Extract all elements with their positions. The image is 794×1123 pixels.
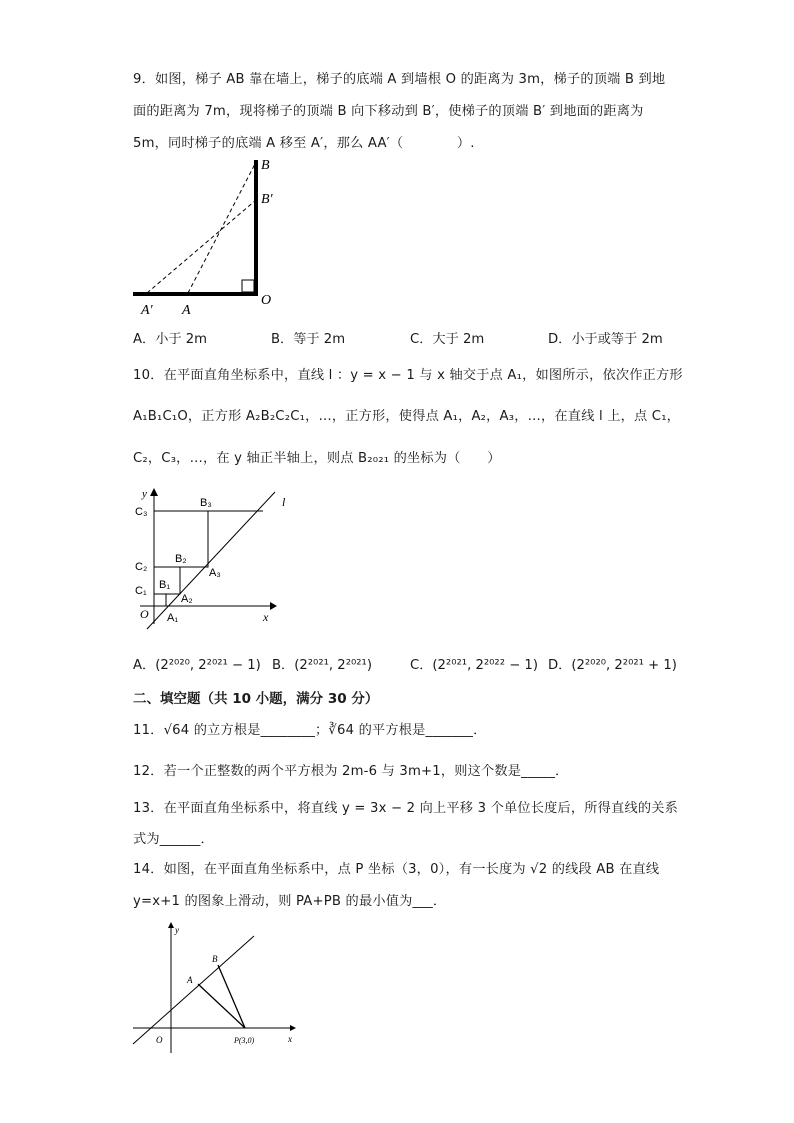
q9-option-b: B．等于 2m [271, 332, 346, 347]
q14-line-1: 14．如图，在平面直角坐标系中，点 P 坐标（3，0），有一长度为 √2 的线段 AB 在直线 [133, 862, 660, 877]
ladder-a-prime-b-prime [147, 200, 256, 293]
q12-text: 12．若一个正整数的两个平方根为 2m-6 与 3m+1，则这个数是_____． [133, 764, 569, 779]
right-angle-mark [242, 280, 254, 292]
q13-line-1: 13．在平面直角坐标系中，将直线 y = 3x − 2 向上平移 3 个单位长度后，所得直线的关系 [133, 801, 678, 816]
segment-pb [218, 965, 245, 1028]
label-c2: C₂ [135, 561, 148, 573]
q14-figure [128, 918, 303, 1053]
label-p: P(3,0) [234, 1036, 255, 1045]
q9-ladder-figure [125, 152, 295, 322]
label-a3: A₃ [209, 567, 221, 579]
label-c3: C₃ [135, 506, 148, 518]
label-a: A [182, 303, 191, 318]
y-axis-arrow [168, 922, 174, 928]
label-a: A [187, 975, 193, 985]
label-b2: B₂ [175, 553, 187, 565]
q9-option-c: C．大于 2m [410, 332, 485, 347]
label-o: O [140, 607, 149, 621]
q10-line-3: C₂，C₃，…，在 y 轴正半轴上，则点 B₂₀₂₁ 的坐标为（ ） [133, 451, 501, 466]
label-x: x [263, 610, 269, 624]
label-b1: B₁ [159, 579, 171, 591]
section-2-heading: 二、填空题（共 10 小题，满分 30 分） [133, 691, 379, 707]
label-x: x [288, 1034, 292, 1044]
ladder-ab [188, 162, 256, 293]
q14-line-2: y=x+1 的图象上滑动，则 PA+PB 的最小值为___． [133, 894, 447, 909]
label-b: B [212, 954, 218, 964]
label-l: l [282, 495, 286, 509]
q10-option-a: A．(2²⁰²⁰, 2²⁰²¹ − 1) [133, 658, 261, 673]
q11-text: 11．√64 的立方根是________；∛64 的平方根是_______． [133, 723, 487, 738]
q9-line-2: 面的距离为 7m，现将梯子的顶端 B 向下移动到 B′，使梯子的顶端 B′ 到地面的距离为 [133, 104, 644, 119]
q10-squares-figure [130, 484, 300, 634]
line-l [147, 492, 275, 629]
q9-line-1: 9．如图，梯子 AB 靠在墙上，梯子的底端 A 到墙根 O 的距离为 3m，梯子的顶端 B 到地 [133, 72, 666, 87]
label-b-prime: B′ [261, 192, 273, 207]
x-axis-arrow [270, 602, 277, 610]
x-axis-arrow [290, 1025, 296, 1031]
q9-option-a: A．小于 2m [133, 332, 208, 347]
label-b3: B₃ [200, 497, 212, 509]
label-a1: A₁ [167, 612, 179, 624]
y-axis-arrow [150, 488, 158, 496]
label-a2: A₂ [181, 593, 193, 605]
square-1 [154, 594, 166, 606]
segment-pa [198, 984, 245, 1028]
label-y: y [142, 488, 147, 500]
label-o: O [156, 1035, 163, 1045]
q10-line-2: A₁B₁C₁O，正方形 A₂B₂C₂C₁，…，正方形，使得点 A₁，A₂，A₃，…，在直线 l 上，点 C₁， [133, 409, 681, 424]
q13-line-2: 式为______． [133, 832, 214, 847]
label-c1: C₁ [135, 585, 147, 597]
label-o: O [261, 293, 272, 308]
q9-line-3: 5m，同时梯子的底端 A 移至 A′，那么 AA′（ ）. [133, 136, 475, 151]
q10-option-c: C．(2²⁰²¹, 2²⁰²² − 1) [410, 658, 538, 673]
label-a-prime: A′ [141, 303, 153, 318]
label-b: B [261, 158, 270, 173]
label-y: y [175, 925, 179, 935]
q10-option-b: B．(2²⁰²¹, 2²⁰²¹) [272, 658, 372, 673]
q9-option-d: D．小于或等于 2m [548, 332, 663, 347]
q10-line-1: 10．在平面直角坐标系中，直线 l ：y = x − 1 与 x 轴交于点 A₁，如图所示，依次作正方形 [133, 368, 683, 383]
q10-option-d: D．(2²⁰²⁰, 2²⁰²¹ + 1) [548, 658, 677, 673]
